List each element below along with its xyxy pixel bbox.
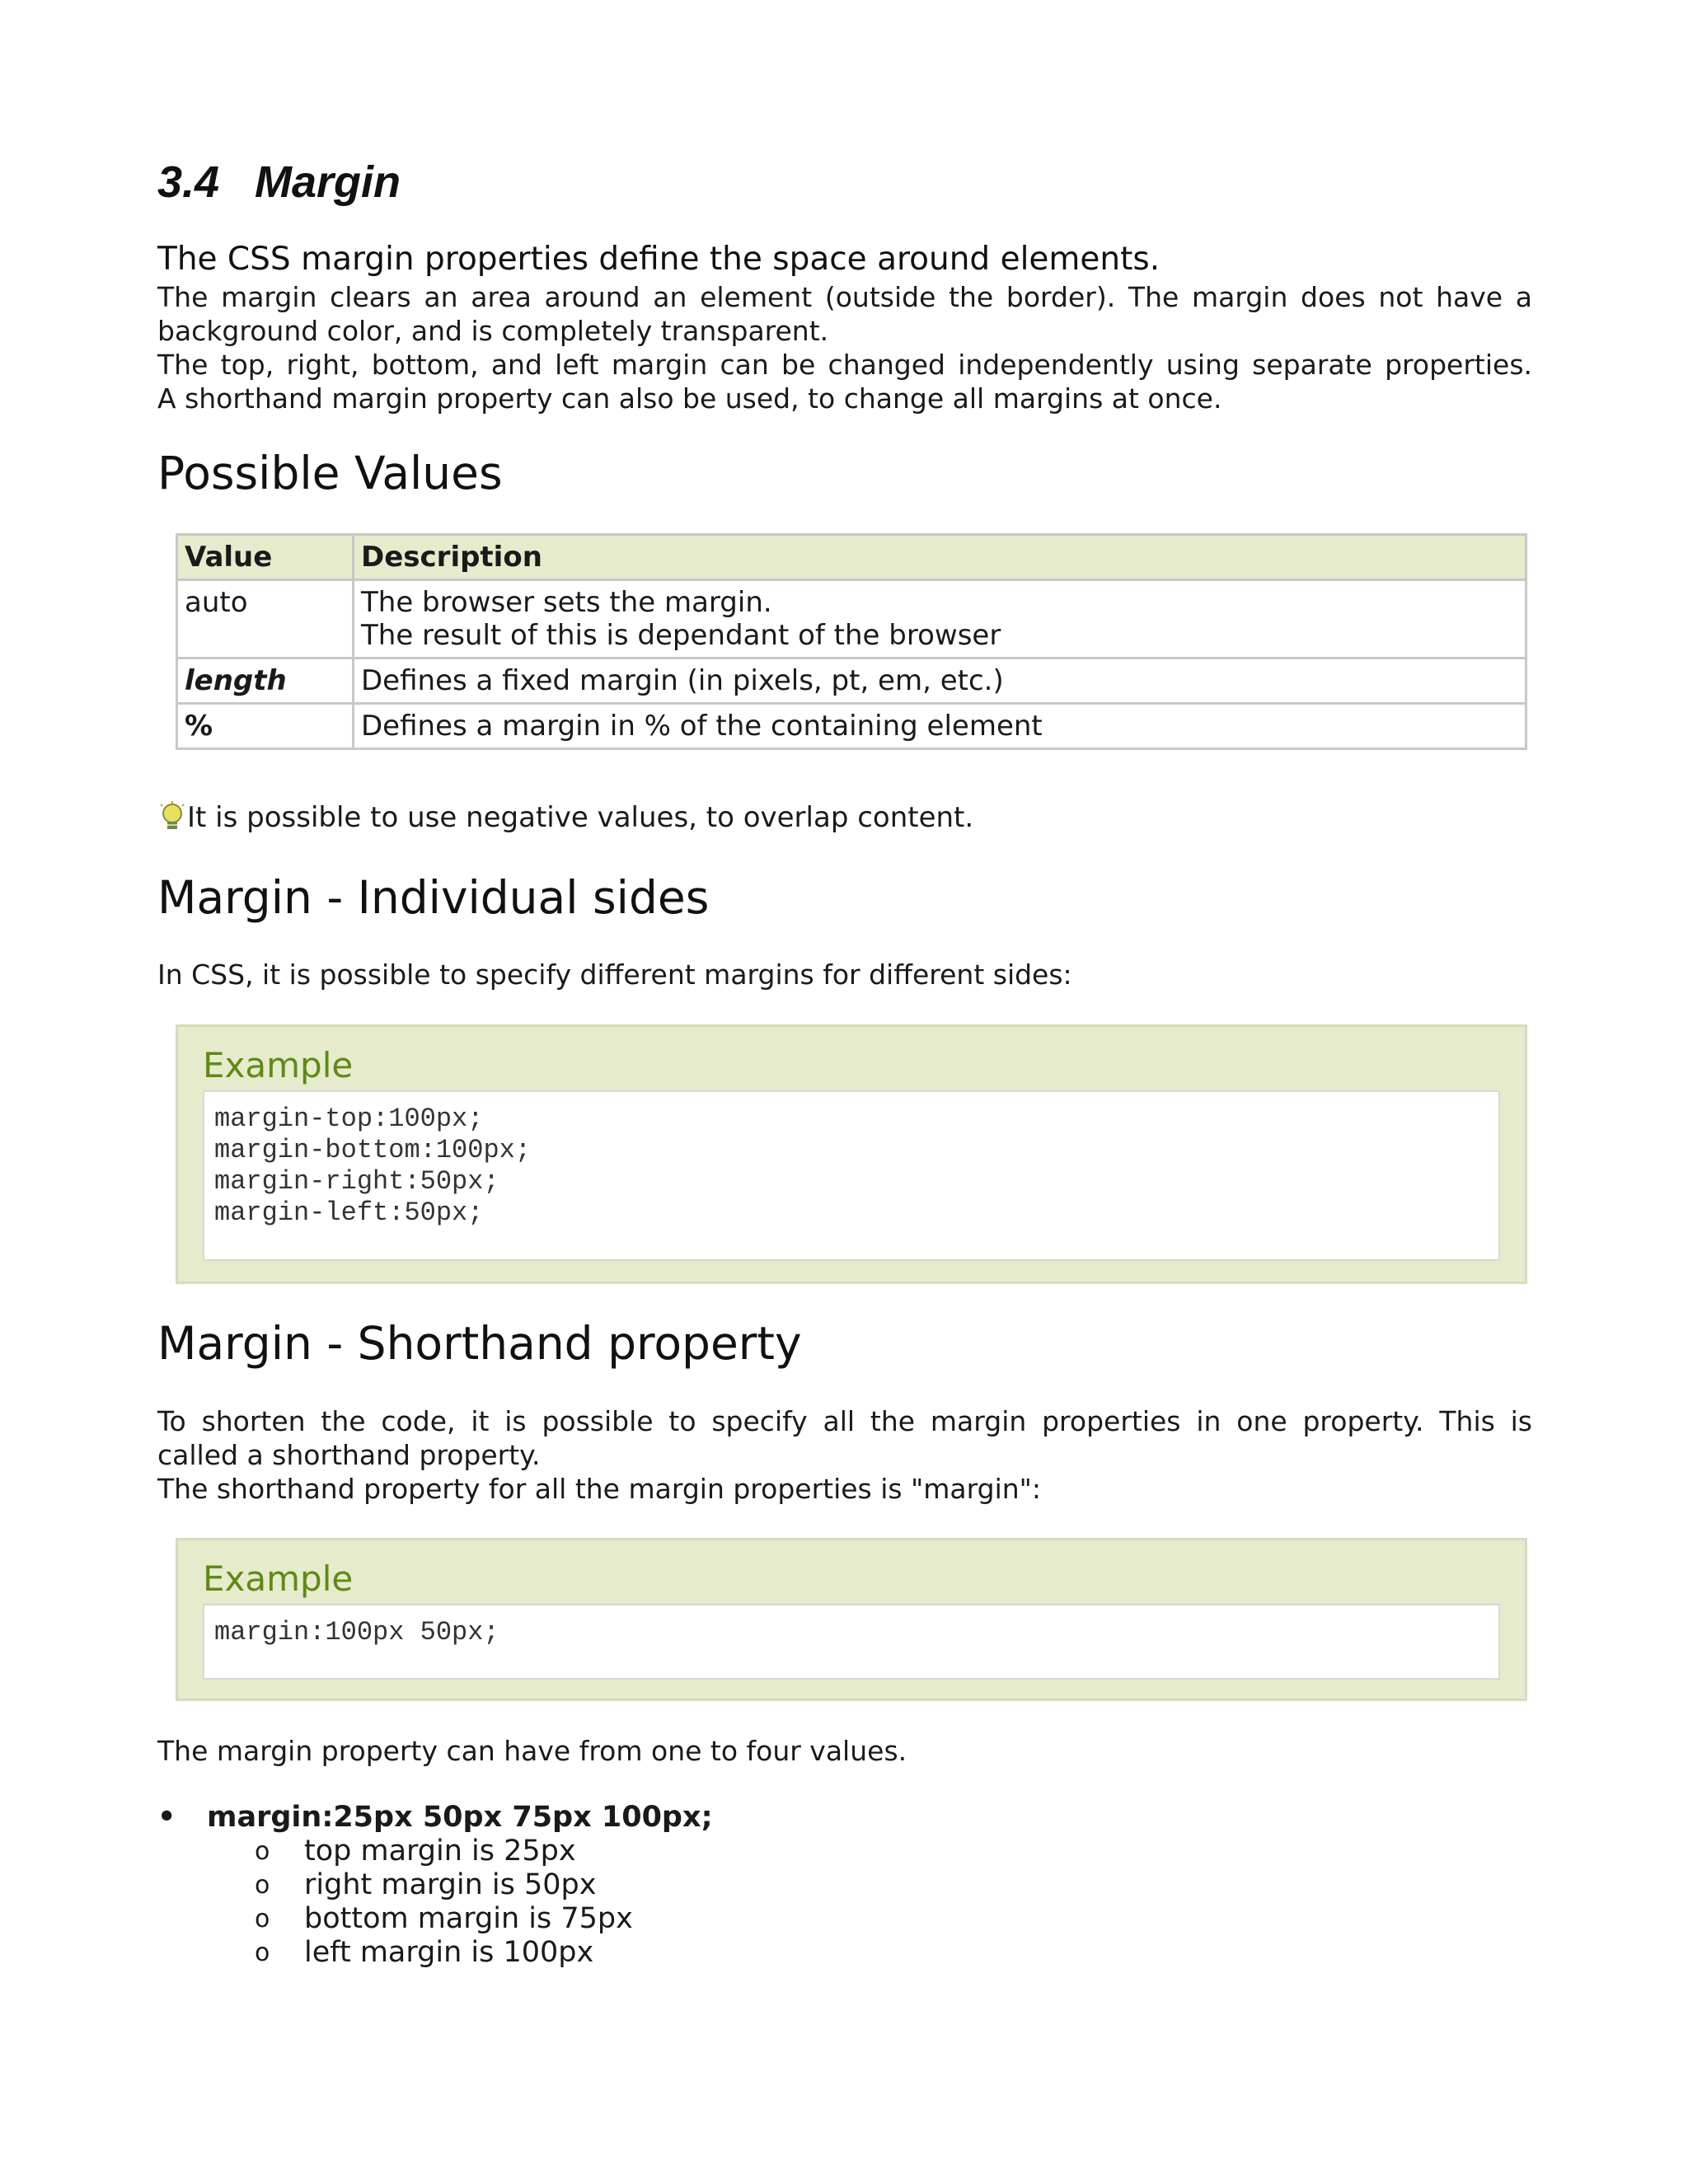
code-line: margin:100px 50px; — [214, 1617, 499, 1647]
possible-values-table — [176, 533, 1527, 750]
shorthand-heading: Margin - Shorthand property — [157, 1317, 802, 1370]
bullet-circle: o — [255, 1905, 270, 1933]
table-cell-description: Defines a fixed margin (in pixels, pt, em, etc.) — [354, 658, 1526, 704]
lead-sentence: The CSS margin properties define the space around elements. — [157, 241, 1160, 278]
table-cell-description: Defines a margin in % of the containing element — [354, 704, 1526, 749]
bullet-circle: o — [255, 1837, 270, 1866]
tip-text: It is possible to use negative values, to overlap content. — [187, 801, 974, 834]
tip-note — [157, 801, 973, 834]
individual-sides-text — [157, 958, 1532, 991]
intro-line: A shorthand margin property can also be used, to change all margins at once. — [157, 382, 1222, 415]
example-title: Example — [203, 1558, 354, 1599]
table-cell-value: length — [177, 658, 354, 704]
example-box-individual — [176, 1024, 1527, 1284]
subitem-text: right margin is 50px — [304, 1868, 597, 1901]
list-subitem — [255, 1936, 713, 1970]
code-block — [203, 1604, 1500, 1680]
table-cell-value: % — [177, 704, 354, 749]
bullet-circle: o — [255, 1871, 270, 1900]
table-header-value: Value — [177, 535, 354, 580]
shorthand-paragraph — [157, 1404, 1532, 1506]
table-cell-value: auto — [177, 580, 354, 658]
intro-line: background color, and is completely transparent. — [157, 315, 829, 347]
subitem-text: left margin is 100px — [304, 1936, 594, 1969]
text-line: called a shorthand property. — [157, 1439, 541, 1471]
code-line: margin-top:100px; — [214, 1104, 484, 1134]
bullet-dot: • — [157, 1801, 176, 1834]
individual-sides-heading: Margin - Individual sides — [157, 871, 710, 924]
text-line: The margin property can have from one to four values. — [157, 1735, 907, 1767]
text-line: To shorten the code, it is possible to specify all the margin properties in one property. This is — [157, 1405, 1532, 1437]
bullet-circle: o — [255, 1938, 270, 1967]
possible-values-heading: Possible Values — [157, 447, 503, 499]
subitem-text: bottom margin is 75px — [304, 1902, 633, 1935]
code-block — [203, 1090, 1500, 1261]
subitem-text: top margin is 25px — [304, 1835, 576, 1868]
section-title-text: Margin — [255, 157, 401, 207]
code-line: margin-left:50px; — [214, 1197, 484, 1228]
intro-line: The top, right, bottom, and left margin can be changed independently using separate properties. — [157, 349, 1532, 381]
list-subitem — [255, 1902, 713, 1936]
intro-line: The margin clears an area around an element (outside the border). The margin does not have a — [157, 281, 1532, 313]
table-row — [177, 658, 1526, 704]
bullet-text: margin:25px 50px 75px 100px; — [207, 1801, 713, 1834]
intro-paragraph — [157, 280, 1532, 415]
list-subitem — [255, 1835, 713, 1868]
list-subitem — [255, 1868, 713, 1902]
code-line: margin-bottom:100px; — [214, 1135, 532, 1165]
table-cell-description — [354, 580, 1526, 658]
example-title: Example — [203, 1045, 354, 1085]
table-header-description: Description — [354, 535, 1526, 580]
table-header-row — [177, 535, 1526, 580]
section-title — [157, 157, 401, 208]
section-number: 3.4 — [157, 157, 220, 207]
description-line: The result of this is dependant of the browser — [361, 619, 1001, 652]
margin-bullet-list — [157, 1801, 713, 1970]
text-line: In CSS, it is possible to specify different margins for different sides: — [157, 958, 1072, 991]
table-row — [177, 580, 1526, 658]
text-line: The shorthand property for all the margin properties is "margin": — [157, 1473, 1041, 1505]
lightbulb-icon — [157, 801, 187, 834]
list-item — [157, 1801, 713, 1835]
table-row — [177, 704, 1526, 749]
values-count-text — [157, 1734, 1532, 1768]
example-box-shorthand — [176, 1538, 1527, 1701]
description-line: The browser sets the margin. — [361, 586, 772, 619]
code-line: margin-right:50px; — [214, 1166, 499, 1197]
